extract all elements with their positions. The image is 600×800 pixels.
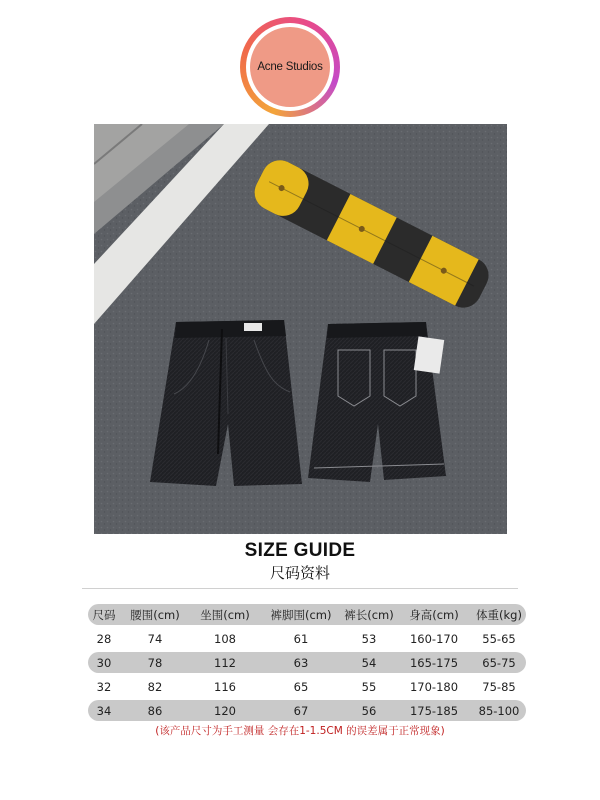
column-header: 裤脚围(cm)	[270, 607, 332, 622]
table-cell: 170-180	[409, 679, 459, 694]
table-cell: 65-75	[482, 655, 516, 670]
table-cell: 78	[147, 655, 163, 670]
table-cell: 75-85	[482, 679, 516, 694]
page-subtitle: 尺码资料	[269, 564, 330, 582]
table-cell: 53	[361, 631, 377, 646]
table-cell: 55	[361, 679, 377, 694]
divider	[82, 588, 518, 589]
table-cell: 160-170	[409, 631, 459, 646]
table-cell: 56	[361, 703, 377, 718]
table-cell: 65	[293, 679, 309, 694]
column-header: 坐围(cm)	[200, 607, 250, 622]
product-photo	[94, 124, 507, 534]
table-cell: 63	[293, 655, 309, 670]
table-cell: 86	[147, 703, 163, 718]
table-row	[88, 628, 526, 649]
table-cell: 28	[96, 631, 112, 646]
table-cell: 61	[293, 631, 309, 646]
column-header: 尺码	[92, 607, 116, 622]
table-cell: 165-175	[409, 655, 459, 670]
denim-shorts-photo	[94, 124, 507, 534]
size-table	[88, 604, 526, 724]
table-cell: 108	[214, 631, 236, 646]
measurement-note: (该产品尺寸为手工测量 会存在1-1.5CM 的误差属于正常现象)	[155, 725, 445, 737]
table-cell: 30	[96, 655, 112, 670]
table-cell: 120	[214, 703, 236, 718]
column-header: 裤长(cm)	[344, 607, 394, 622]
table-cell: 82	[147, 679, 163, 694]
table-cell: 85-100	[478, 703, 520, 718]
table-row	[88, 676, 526, 697]
table-row	[88, 700, 526, 721]
page-title: SIZE GUIDE	[244, 540, 356, 561]
table-cell: 112	[214, 655, 236, 670]
table-cell: 67	[293, 703, 309, 718]
column-header: 体重(kg)	[476, 607, 522, 622]
table-cell: 34	[96, 703, 112, 718]
table-row	[88, 652, 526, 673]
table-header-row	[88, 604, 526, 625]
table-cell: 54	[361, 655, 377, 670]
column-header: 腰围(cm)	[130, 607, 180, 622]
table-cell: 55-65	[482, 631, 516, 646]
brand-logo	[240, 17, 340, 117]
table-cell: 32	[96, 679, 112, 694]
table-cell: 116	[214, 679, 236, 694]
brand-logo-text: Acne Studios	[257, 61, 323, 73]
table-cell: 74	[147, 631, 163, 646]
column-header: 身高(cm)	[409, 607, 459, 622]
table-cell: 175-185	[409, 703, 459, 718]
